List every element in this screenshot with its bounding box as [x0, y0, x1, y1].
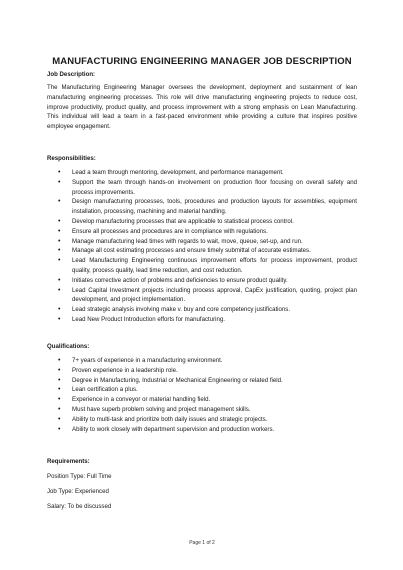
responsibilities-list: [47, 168, 357, 325]
list-item: • Design manufacturing processes, tools, procedures and production layouts for assemblies, equipment installation, processing, machining and material handling.: [47, 197, 357, 217]
list-item: • Lead strategic analysis involving make v. buy and core competency justifications.: [47, 305, 357, 315]
list-item: • Lead Manufacturing Engineering continuous improvement efforts for process improvement, product quality, process quality, lead time reduction, and cost reduction.: [47, 256, 357, 276]
page-number: Page 1 of 2: [189, 540, 215, 546]
list-item: • Experience in a conveyor or material handling field.: [47, 395, 357, 405]
list-item: • Ensure all processes and procedures are in compliance with regulations.: [47, 227, 357, 237]
list-item: • Manage all cost estimating processes and ensure timely submittal of accurate estimates.: [47, 246, 357, 256]
job-description-label: Job Description:: [47, 71, 96, 78]
list-item: • Degree in Manufacturing, Industrial or Mechanical Engineering or related field.: [47, 376, 357, 386]
list-item: • Develop manufacturing processes that are applicable to statistical process control.: [47, 217, 357, 227]
list-item: • 7+ years of experience in a manufacturing environment.: [47, 356, 357, 366]
list-item: • Support the team through hands-on involvement on production floor focusing on overall safety and process improvements.: [47, 178, 357, 198]
list-item: • Lean certification a plus.: [47, 385, 357, 395]
job-description-paragraph: The Manufacturing Engineering Manager oversees the development, deployment and sustainment of lean manufacturing engineering processes. This role will drive manufacturing engineering projects to reduce cost, improve productivity, product quality, and process improvement with a strong emphasis on Lean Manufacturing. This individual will lead a team in a fast-paced environment while providing a culture that inspires positive employee engagement.: [47, 84, 357, 131]
position-type: Position Type: Full Time: [47, 473, 112, 480]
job-type: Job Type: Experienced: [47, 488, 109, 495]
list-item: • Must have superb problem solving and project management skills.: [47, 405, 357, 415]
responsibilities-label: Responsibilities:: [47, 155, 96, 162]
list-item: • Lead a team through mentoring, development, and performance management.: [47, 168, 357, 178]
list-item: • Initiates corrective action of problems and deficiencies to ensure product quality.: [47, 276, 357, 286]
list-item: • Lead Capital Investment projects including process approval, CapEx justification, quoting, project plan development, and project implementation.: [47, 286, 357, 306]
requirements-label: Requirements:: [47, 458, 90, 465]
qualifications-list: [47, 356, 357, 434]
list-item: • Manage manufacturing lead times with regards to wait, move, queue, set-up, and run.: [47, 237, 357, 247]
salary: Salary: To be discussed: [47, 503, 112, 510]
list-item: • Ability to work closely with department supervision and production workers.: [47, 425, 357, 435]
list-item: • Proven experience in a leadership role.: [47, 366, 357, 376]
document-title: MANUFACTURING ENGINEERING MANAGER JOB DESCRIPTION: [52, 56, 352, 67]
qualifications-label: Qualifications:: [47, 343, 90, 350]
list-item: • Ability to multi-task and prioritize both daily issues and strategic projects.: [47, 415, 357, 425]
list-item: • Lead New Product Introduction efforts for manufacturing.: [47, 315, 357, 325]
document-page: [47, 0, 357, 570]
